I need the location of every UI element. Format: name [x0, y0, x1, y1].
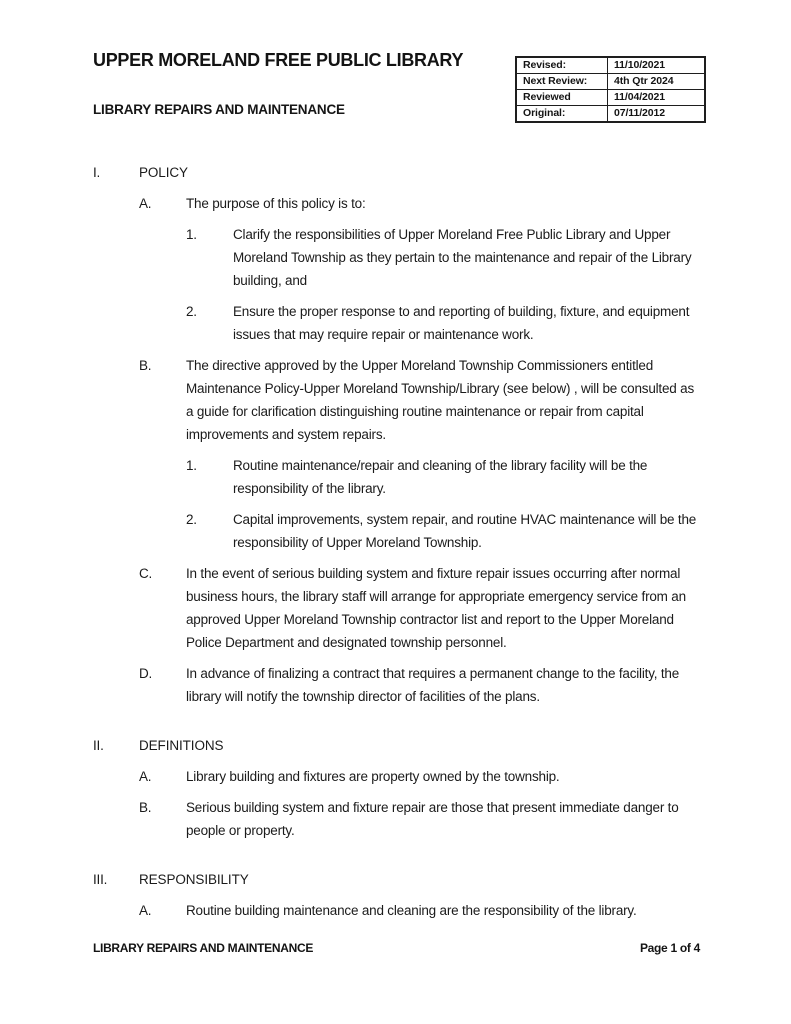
page-subtitle: LIBRARY REPAIRS AND MAINTENANCE [93, 102, 345, 117]
list-item [139, 765, 701, 788]
subitem-label: 2. [186, 512, 197, 527]
list-subitem [186, 454, 701, 500]
item-text: Serious building system and fixture repair are those that present immediate danger to people or property. [186, 800, 679, 838]
item-text: The directive approved by the Upper Moreland Township Commissioners entitled Maintenance Policy-Upper Moreland Township/Library (see below) , will be consulted as a guide for clarification distinguishing routine maintenance or repair from capital improvements and system repairs. [186, 358, 695, 442]
list-item [139, 796, 701, 842]
section-policy [93, 161, 701, 708]
page-title: UPPER MORELAND FREE PUBLIC LIBRARY [93, 50, 464, 70]
revision-row [516, 90, 705, 106]
revision-label: Original: [516, 106, 608, 123]
item-text: The purpose of this policy is to: [186, 196, 366, 211]
item-label: A. [139, 903, 152, 918]
item-label: C. [139, 566, 153, 581]
item-label: A. [139, 196, 152, 211]
subitem-text: Capital improvements, system repair, and routine HVAC maintenance will be the responsibility of Upper Moreland Township. [233, 512, 697, 550]
revision-row [516, 57, 705, 74]
list-item [139, 354, 701, 446]
subitem-text: Ensure the proper response to and reporting of building, fixture, and equipment issues that may require repair or maintenance work. [233, 304, 690, 342]
item-text: In the event of serious building system and fixture repair issues occurring after normal business hours, the library staff will arrange for appropriate emergency service from an approved Upper Moreland Township contractor list and report to the Upper Moreland Police Department and designated township personnel. [186, 566, 686, 650]
revision-value: 11/10/2021 [608, 57, 706, 74]
list-subitem [186, 223, 701, 292]
item-text: Library building and fixtures are property owned by the township. [186, 769, 560, 784]
subitem-text: Clarify the responsibilities of Upper Moreland Free Public Library and Upper Moreland Township as they pertain to the maintenance and repair of the Library building, and [233, 227, 692, 288]
revision-label: Next Review: [516, 74, 608, 90]
section-numeral: I. [93, 165, 101, 180]
list-item [139, 899, 701, 922]
footer-document-title: LIBRARY REPAIRS AND MAINTENANCE [93, 941, 314, 955]
list-item [139, 562, 701, 654]
item-label: B. [139, 800, 152, 815]
section-heading: RESPONSIBILITY [139, 872, 249, 887]
section-heading-row [93, 734, 701, 757]
subitem-label: 1. [186, 458, 197, 473]
section-heading-row [93, 161, 701, 184]
item-text: In advance of finalizing a contract that requires a permanent change to the facility, the library will notify the township director of facilities of the plans. [186, 666, 680, 704]
list-subitem [186, 300, 701, 346]
footer-page-number: Page 1 of 4 [639, 941, 700, 955]
section-heading-row [93, 868, 701, 891]
list-item [139, 662, 701, 708]
revision-value: 11/04/2021 [608, 90, 706, 106]
subitem-label: 1. [186, 227, 197, 242]
section-definitions [93, 734, 701, 842]
section-heading: POLICY [139, 165, 188, 180]
section-numeral: II. [93, 738, 104, 753]
page-footer [93, 941, 700, 955]
item-label: A. [139, 769, 152, 784]
revision-label: Revised: [516, 57, 608, 74]
list-subitem [186, 508, 701, 554]
item-text: Routine building maintenance and cleaning are the responsibility of the library. [186, 903, 637, 918]
revision-row [516, 106, 705, 123]
subitem-label: 2. [186, 304, 197, 319]
revision-value: 07/11/2012 [608, 106, 706, 123]
section-numeral: III. [93, 872, 108, 887]
section-heading: DEFINITIONS [139, 738, 224, 753]
section-responsibility [93, 868, 701, 922]
item-label: B. [139, 358, 152, 373]
revision-value: 4th Qtr 2024 [608, 74, 706, 90]
list-item [139, 192, 701, 215]
revision-row [516, 74, 705, 90]
item-label: D. [139, 666, 153, 681]
revision-table [515, 56, 706, 123]
subitem-text: Routine maintenance/repair and cleaning of the library facility will be the responsibility of the library. [233, 458, 648, 496]
document-body [93, 161, 701, 922]
revision-label: Reviewed [516, 90, 608, 106]
